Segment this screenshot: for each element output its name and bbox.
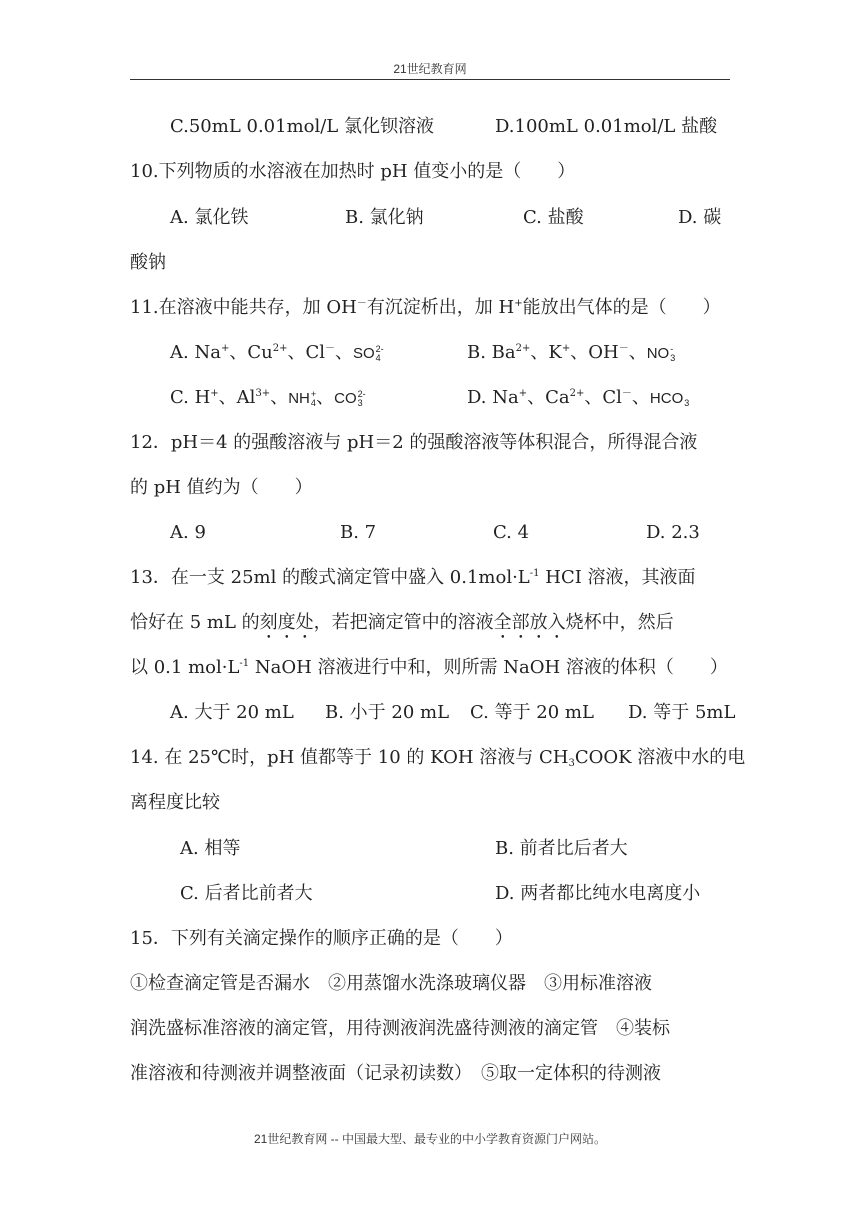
q12-option-d: D. 2.3: [646, 522, 700, 543]
q11-option-a-label: A.: [170, 342, 189, 363]
q11-option-d-label: D.: [467, 387, 487, 408]
q13-stem-line3: 以 0.1 $mol\cdot L^{-1}$ NaOH 溶液进行中和，则所需 NaOH 溶液的体积（ ）: [130, 657, 728, 678]
header-rule: [130, 79, 730, 80]
q9-option-d: D.100mL 0.01mol/L 盐酸: [495, 116, 718, 137]
q14-line1-a: 14. 在 25℃时，pH 值都等于 10 的 KOH 溶液与 CH: [130, 747, 569, 768]
q14-option-a: A. 相等: [180, 838, 241, 859]
q9-option-c: C.50mL 0.01mol/L 氯化钡溶液: [170, 116, 434, 137]
q13-line3-a: 以 0.1 mol·L: [130, 657, 240, 678]
q13-option-d: D. 等于 5mL: [628, 702, 736, 723]
page-header: 21世纪教育网: [393, 62, 467, 76]
q13-line2-b: ，若把滴定管中的溶液: [313, 612, 494, 633]
q11-stem: 11.在溶液中能共存，加 OH－有沉淀析出，加 H+能放出气体的是（ ）: [130, 297, 721, 318]
q15-stem: 15．下列有关滴定操作的顺序正确的是（ ）: [130, 928, 513, 949]
q13-option-c: C. 等于 20 mL: [470, 702, 594, 723]
q13-emphasis-all: 全部放入: [493, 612, 566, 633]
q13-option-a: A. 大于 20 mL: [170, 702, 294, 723]
q11-stem-part1: 11.在溶液中能共存，加 OH: [130, 297, 357, 318]
q14-option-d: D. 两者都比纯水电离度小: [495, 883, 701, 904]
q10-option-d: D. 碳: [678, 207, 722, 228]
q13-emphasis-scale: 刻度处: [259, 612, 314, 633]
q13-option-b: B. 小于 20 mL: [325, 702, 450, 723]
q12-option-b: B. 7: [340, 522, 377, 543]
q12-stem-line2: 的 pH 值约为（ ）: [130, 477, 313, 498]
q13-stem-line1: 13．在一支 25ml 的酸式滴定管中盛入 $0.1mol\cdot L^{-1}$ HCI 溶液，其液面: [130, 567, 696, 588]
q11-option-b-label: B.: [467, 342, 486, 363]
q11-option-c-label: C.: [170, 387, 189, 408]
q10-option-b: B. 氯化钠: [345, 207, 424, 228]
q15-steps-line1: ①检查滴定管是否漏水 ②用蒸馏水洗涤玻璃仪器 ③用标准溶液: [130, 973, 652, 994]
q14-stem-line2: 离程度比较: [130, 792, 220, 813]
q10-option-a: A. 氯化铁: [170, 207, 249, 228]
q14-stem-line1: 14. 在 25℃时，pH 值都等于 10 的 KOH 溶液与 $CH_3COOK$ 溶液中水的电: [130, 747, 746, 769]
q14-option-b: B. 前者比后者大: [495, 838, 628, 859]
q14-option-c: C. 后者比前者大: [180, 883, 313, 904]
q13-line2-c: 烧杯中，然后: [565, 612, 674, 633]
q12-option-c: C. 4: [493, 522, 530, 543]
q13-line3-b: NaOH 溶液进行中和，则所需 NaOH 溶液的体积（ ）: [254, 657, 728, 678]
q15-steps-line3: 准溶液和待测液并调整液面（记录初读数） ⑤取一定体积的待测液: [130, 1063, 661, 1084]
q11-option-d: D. Na+、$Ca^{2+}$、Cl－、HCO 3: [467, 387, 690, 409]
q12-option-a: A. 9: [170, 522, 206, 543]
q10-stem: 10.下列物质的水溶液在加热时 pH 值变小的是（ ）: [130, 161, 576, 182]
q11-option-a: A. Na+、$Cu^{2+}$、Cl－、SO 2- 4: [170, 342, 384, 364]
q14-line1-b: COOK 溶液中水的电: [574, 747, 746, 768]
q13-stem-line2: [130, 610, 730, 643]
q12-stem-line1: 12．pH＝4 的强酸溶液与 pH＝2 的强酸溶液等体积混合，所得混合液: [130, 432, 698, 453]
q11-option-b: B. $Ba^{2+}$、K+、OH－、NO - 3: [467, 342, 676, 364]
q13-line1-b: HCI 溶液，其液面: [545, 567, 696, 588]
q11-option-c: C. H+、$Al^{3+}$、NH + 4 、CO 2- 3: [170, 387, 366, 409]
q15-steps-line2: 润洗盛标准溶液的滴定管，用待测液润洗盛待测液的滴定管 ④装标: [130, 1018, 670, 1039]
q13-line1-a: 13．在一支 25ml 的酸式滴定管中盛入 0.1mol·L: [130, 567, 530, 588]
q10-option-d-cont: 酸钠: [130, 252, 166, 273]
q10-option-c: C. 盐酸: [523, 207, 584, 228]
page-footer: 21世纪教育网 -- 中国最大型、最专业的中小学教育资源门户网站。: [253, 1132, 606, 1146]
q11-stem-part2: 有沉淀析出，加 H: [366, 297, 515, 318]
q11-stem-part3: 能放出气体的是（ ）: [522, 297, 721, 318]
q13-line2-a: 恰好在 5 mL 的: [130, 612, 260, 633]
